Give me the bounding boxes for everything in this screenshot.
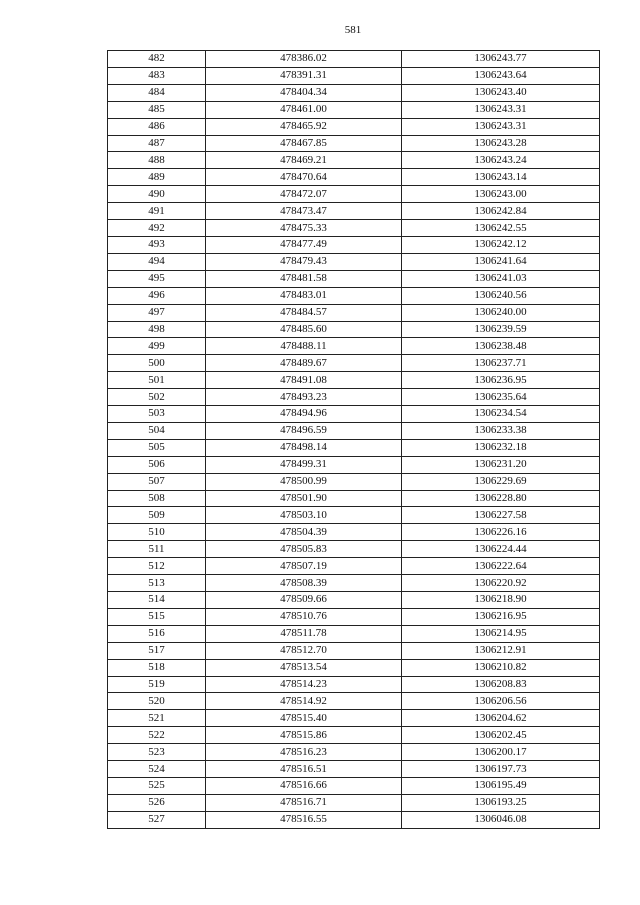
x-coordinate-cell: 478493.23 [206,389,402,406]
point-number-cell: 511 [108,541,206,558]
point-number-cell: 484 [108,84,206,101]
y-coordinate-cell: 1306243.77 [402,51,600,68]
y-coordinate-cell: 1306243.31 [402,101,600,118]
x-coordinate-cell: 478513.54 [206,659,402,676]
y-coordinate-cell: 1306228.80 [402,490,600,507]
point-number-cell: 488 [108,152,206,169]
y-coordinate-cell: 1306241.03 [402,270,600,287]
point-number-cell: 489 [108,169,206,186]
table-row [108,744,600,761]
x-coordinate-cell: 478512.70 [206,642,402,659]
point-number-cell: 503 [108,406,206,423]
table-row [108,118,600,135]
x-coordinate-cell: 478491.08 [206,372,402,389]
table-row [108,372,600,389]
y-coordinate-cell: 1306236.95 [402,372,600,389]
table-row [108,676,600,693]
table-row [108,406,600,423]
point-number-cell: 507 [108,473,206,490]
table-row [108,220,600,237]
x-coordinate-cell: 478515.40 [206,710,402,727]
y-coordinate-cell: 1306202.45 [402,727,600,744]
y-coordinate-cell: 1306208.83 [402,676,600,693]
x-coordinate-cell: 478483.01 [206,287,402,304]
point-number-cell: 497 [108,304,206,321]
y-coordinate-cell: 1306224.44 [402,541,600,558]
table-row [108,558,600,575]
coordinates-table-body [108,51,600,829]
point-number-cell: 487 [108,135,206,152]
point-number-cell: 485 [108,101,206,118]
x-coordinate-cell: 478475.33 [206,220,402,237]
table-row [108,777,600,794]
table-row [108,422,600,439]
table-row [108,355,600,372]
table-row [108,51,600,68]
x-coordinate-cell: 478516.51 [206,761,402,778]
x-coordinate-cell: 478481.58 [206,270,402,287]
x-coordinate-cell: 478498.14 [206,439,402,456]
point-number-cell: 517 [108,642,206,659]
x-coordinate-cell: 478461.00 [206,101,402,118]
y-coordinate-cell: 1306214.95 [402,625,600,642]
x-coordinate-cell: 478504.39 [206,524,402,541]
point-number-cell: 492 [108,220,206,237]
point-number-cell: 496 [108,287,206,304]
table-row [108,152,600,169]
y-coordinate-cell: 1306222.64 [402,558,600,575]
table-row [108,490,600,507]
page-number: 581 [344,24,362,36]
x-coordinate-cell: 478494.96 [206,406,402,423]
y-coordinate-cell: 1306243.31 [402,118,600,135]
y-coordinate-cell: 1306195.49 [402,777,600,794]
table-row [108,727,600,744]
table-row [108,507,600,524]
point-number-cell: 495 [108,270,206,287]
y-coordinate-cell: 1306232.18 [402,439,600,456]
x-coordinate-cell: 478516.71 [206,794,402,811]
y-coordinate-cell: 1306241.64 [402,253,600,270]
table-row [108,794,600,811]
table-row [108,321,600,338]
table-row [108,389,600,406]
point-number-cell: 498 [108,321,206,338]
y-coordinate-cell: 1306243.14 [402,169,600,186]
table-row [108,270,600,287]
x-coordinate-cell: 478467.85 [206,135,402,152]
x-coordinate-cell: 478479.43 [206,253,402,270]
table-row [108,287,600,304]
y-coordinate-cell: 1306197.73 [402,761,600,778]
table-row [108,473,600,490]
table-row [108,625,600,642]
point-number-cell: 501 [108,372,206,389]
table-row [108,236,600,253]
point-number-cell: 504 [108,422,206,439]
point-number-cell: 519 [108,676,206,693]
point-number-cell: 500 [108,355,206,372]
table-row [108,575,600,592]
y-coordinate-cell: 1306243.28 [402,135,600,152]
x-coordinate-cell: 478465.92 [206,118,402,135]
point-number-cell: 516 [108,625,206,642]
table-row [108,456,600,473]
point-number-cell: 518 [108,659,206,676]
point-number-cell: 522 [108,727,206,744]
y-coordinate-cell: 1306227.58 [402,507,600,524]
x-coordinate-cell: 478509.66 [206,592,402,609]
table-row [108,169,600,186]
x-coordinate-cell: 478500.99 [206,473,402,490]
table-row [108,338,600,355]
y-coordinate-cell: 1306243.00 [402,186,600,203]
x-coordinate-cell: 478404.34 [206,84,402,101]
point-number-cell: 524 [108,761,206,778]
y-coordinate-cell: 1306243.64 [402,67,600,84]
y-coordinate-cell: 1306237.71 [402,355,600,372]
table-row [108,811,600,828]
x-coordinate-cell: 478473.47 [206,203,402,220]
x-coordinate-cell: 478470.64 [206,169,402,186]
x-coordinate-cell: 478488.11 [206,338,402,355]
x-coordinate-cell: 478472.07 [206,186,402,203]
x-coordinate-cell: 478515.86 [206,727,402,744]
point-number-cell: 526 [108,794,206,811]
y-coordinate-cell: 1306238.48 [402,338,600,355]
y-coordinate-cell: 1306204.62 [402,710,600,727]
x-coordinate-cell: 478484.57 [206,304,402,321]
table-row [108,203,600,220]
point-number-cell: 494 [108,253,206,270]
x-coordinate-cell: 478501.90 [206,490,402,507]
table-row [108,101,600,118]
y-coordinate-cell: 1306200.17 [402,744,600,761]
x-coordinate-cell: 478386.02 [206,51,402,68]
y-coordinate-cell: 1306242.55 [402,220,600,237]
table-row [108,659,600,676]
table-row [108,304,600,321]
y-coordinate-cell: 1306226.16 [402,524,600,541]
x-coordinate-cell: 478514.23 [206,676,402,693]
point-number-cell: 505 [108,439,206,456]
x-coordinate-cell: 478514.92 [206,693,402,710]
x-coordinate-cell: 478516.66 [206,777,402,794]
y-coordinate-cell: 1306206.56 [402,693,600,710]
x-coordinate-cell: 478511.78 [206,625,402,642]
y-coordinate-cell: 1306210.82 [402,659,600,676]
y-coordinate-cell: 1306242.12 [402,236,600,253]
y-coordinate-cell: 1306240.56 [402,287,600,304]
y-coordinate-cell: 1306193.25 [402,794,600,811]
point-number-cell: 523 [108,744,206,761]
table-row [108,761,600,778]
point-number-cell: 512 [108,558,206,575]
table-row [108,135,600,152]
x-coordinate-cell: 478503.10 [206,507,402,524]
table-row [108,186,600,203]
y-coordinate-cell: 1306235.64 [402,389,600,406]
point-number-cell: 493 [108,236,206,253]
y-coordinate-cell: 1306218.90 [402,592,600,609]
point-number-cell: 521 [108,710,206,727]
y-coordinate-cell: 1306234.54 [402,406,600,423]
x-coordinate-cell: 478489.67 [206,355,402,372]
point-number-cell: 482 [108,51,206,68]
point-number-cell: 483 [108,67,206,84]
x-coordinate-cell: 478499.31 [206,456,402,473]
x-coordinate-cell: 478505.83 [206,541,402,558]
y-coordinate-cell: 1306046.08 [402,811,600,828]
point-number-cell: 513 [108,575,206,592]
table-row [108,253,600,270]
x-coordinate-cell: 478510.76 [206,608,402,625]
x-coordinate-cell: 478477.49 [206,236,402,253]
x-coordinate-cell: 478507.19 [206,558,402,575]
y-coordinate-cell: 1306220.92 [402,575,600,592]
point-number-cell: 509 [108,507,206,524]
table-row [108,592,600,609]
table-row [108,541,600,558]
y-coordinate-cell: 1306212.91 [402,642,600,659]
point-number-cell: 520 [108,693,206,710]
point-number-cell: 499 [108,338,206,355]
point-number-cell: 515 [108,608,206,625]
point-number-cell: 527 [108,811,206,828]
point-number-cell: 506 [108,456,206,473]
table-row [108,67,600,84]
y-coordinate-cell: 1306231.20 [402,456,600,473]
point-number-cell: 486 [108,118,206,135]
y-coordinate-cell: 1306243.24 [402,152,600,169]
y-coordinate-cell: 1306242.84 [402,203,600,220]
x-coordinate-cell: 478391.31 [206,67,402,84]
x-coordinate-cell: 478516.23 [206,744,402,761]
y-coordinate-cell: 1306243.40 [402,84,600,101]
point-number-cell: 490 [108,186,206,203]
y-coordinate-cell: 1306216.95 [402,608,600,625]
point-number-cell: 525 [108,777,206,794]
y-coordinate-cell: 1306239.59 [402,321,600,338]
y-coordinate-cell: 1306240.00 [402,304,600,321]
point-number-cell: 510 [108,524,206,541]
table-row [108,608,600,625]
x-coordinate-cell: 478496.59 [206,422,402,439]
x-coordinate-cell: 478469.21 [206,152,402,169]
point-number-cell: 491 [108,203,206,220]
table-row [108,84,600,101]
table-row [108,439,600,456]
x-coordinate-cell: 478516.55 [206,811,402,828]
point-number-cell: 514 [108,592,206,609]
table-row [108,524,600,541]
point-number-cell: 508 [108,490,206,507]
coordinates-table [107,50,600,829]
x-coordinate-cell: 478508.39 [206,575,402,592]
y-coordinate-cell: 1306229.69 [402,473,600,490]
point-number-cell: 502 [108,389,206,406]
y-coordinate-cell: 1306233.38 [402,422,600,439]
table-row [108,710,600,727]
table-row [108,693,600,710]
x-coordinate-cell: 478485.60 [206,321,402,338]
table-row [108,642,600,659]
